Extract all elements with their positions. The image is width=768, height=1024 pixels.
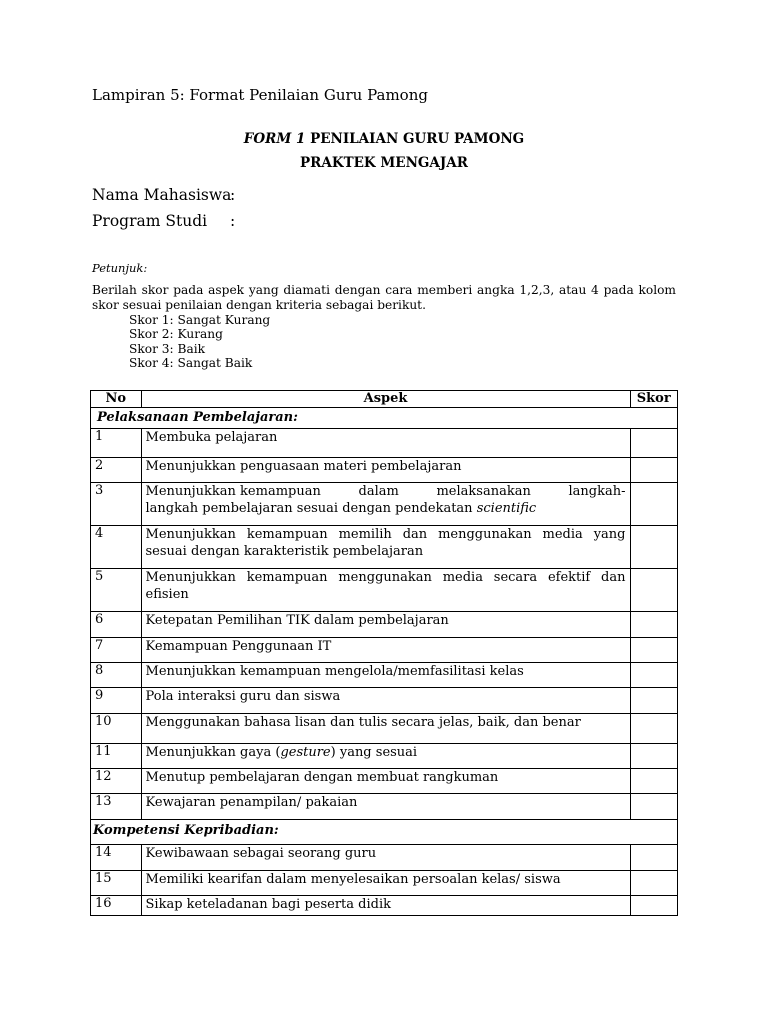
score-cell[interactable] [630,526,678,569]
table-row [91,794,678,820]
row-number: 4 [91,526,142,569]
score-cell[interactable] [630,458,678,483]
row-number: 11 [91,744,142,769]
row-number: 15 [91,871,142,896]
score-cell[interactable] [630,688,678,714]
row-aspect: Sikap keteladanan bagi peserta didik [141,896,630,916]
row-aspect: Kewibawaan sebagai seorang guru [141,845,630,871]
score-cell[interactable] [630,429,678,458]
row-aspect: Menunjukkan kemampuan mengelola/memfasilitasi kelas [141,663,630,688]
aspect-word: Menunjukkan kemampuan [145,484,321,499]
row-number: 1 [91,429,142,458]
row-aspect: Menggunakan bahasa lisan dan tulis secara jelas, baik, dan benar [141,714,630,744]
row-aspect [141,483,630,526]
row-aspect: Kemampuan Penggunaan IT [141,638,630,663]
form-subtitle: PRAKTEK MENGAJAR [299,155,468,171]
header-skor: Skor [630,391,678,408]
row-number: 2 [91,458,142,483]
score-cell[interactable] [630,769,678,794]
row-aspect-line2 [146,500,626,517]
aspect-italic: gesture [280,745,331,760]
score-cell[interactable] [630,896,678,916]
section-row [91,820,678,845]
score-cell[interactable] [630,845,678,871]
study-program-label: Program Studi [92,212,208,230]
aspect-text: ) yang sesuai [330,745,418,760]
score-cell[interactable] [630,794,678,820]
row-number: 7 [91,638,142,663]
section-pelaksanaan: Pelaksanaan Pembelajaran: [91,408,678,429]
row-aspect: Ketepatan Pemilihan TIK dalam pembelajaran [141,612,630,638]
row-number: 3 [91,483,142,526]
assessment-table [90,390,678,916]
table-row [91,688,678,714]
row-aspect [141,744,630,769]
table-row [91,714,678,744]
form-title-italic: FORM 1 [243,131,306,147]
table-row [91,896,678,916]
row-aspect: Menunjukkan penguasaan materi pembelajaran [141,458,630,483]
study-program-colon: : [230,212,236,230]
table-row [91,429,678,458]
table-row [91,744,678,769]
row-aspect: Memiliki kearifan dalam menyelesaikan persoalan kelas/ siswa [141,871,630,896]
score-criterion: Skor 4: Sangat Baik [129,355,253,370]
table-row [91,569,678,612]
table-row [91,638,678,663]
table-row [91,458,678,483]
row-number: 13 [91,794,142,820]
table-row [91,871,678,896]
section-row [91,408,678,429]
score-cell[interactable] [630,871,678,896]
study-program-field [92,212,236,230]
student-name-colon: : [230,186,236,204]
score-cell[interactable] [630,483,678,526]
table-row [91,769,678,794]
score-criterion: Skor 3: Baik [129,341,206,356]
score-cell[interactable] [630,638,678,663]
row-aspect: Menunjukkan kemampuan menggunakan media secara efektif dan efisien [141,569,630,612]
aspect-word: melaksanakan [436,484,531,499]
row-aspect: Kewajaran penampilan/ pakaian [141,794,630,820]
table-row [91,663,678,688]
row-aspect: Menunjukkan kemampuan memilih dan menggunakan media yang sesuai dengan karakteristik pembelajaran [141,526,630,569]
table-row [91,483,678,526]
table-row [91,612,678,638]
row-number: 5 [91,569,142,612]
student-name-field [92,186,236,204]
table-row [91,845,678,871]
row-number: 10 [91,714,142,744]
score-cell[interactable] [630,569,678,612]
row-number: 16 [91,896,142,916]
aspect-text: langkah pembelajaran sesuai dengan pendekatan [145,501,477,516]
instructions-heading: Petunjuk: [92,261,148,275]
aspect-word: dalam [358,484,399,499]
score-cell[interactable] [630,744,678,769]
row-aspect: Membuka pelajaran [141,429,630,458]
form-title-rest: PENILAIAN GURU PAMONG [305,131,525,147]
row-number: 6 [91,612,142,638]
aspect-italic: scientific [476,501,537,516]
header-aspek: Aspek [141,391,630,408]
header-no: No [91,391,142,408]
row-aspect: Pola interaksi guru dan siswa [141,688,630,714]
row-aspect-line1 [146,483,626,500]
table-row [91,526,678,569]
row-number: 9 [91,688,142,714]
score-cell[interactable] [630,663,678,688]
score-criterion: Skor 2: Kurang [129,327,223,342]
row-aspect: Menutup pembelajaran dengan membuat rangkuman [141,769,630,794]
aspect-word: langkah- [568,484,626,499]
aspect-text: Menunjukkan gaya ( [145,745,281,760]
section-kepribadian: Kompetensi Kepribadian: [91,820,678,845]
score-cell[interactable] [630,612,678,638]
score-cell[interactable] [630,714,678,744]
row-number: 14 [91,845,142,871]
score-criteria-list [129,313,270,370]
row-number: 8 [91,663,142,688]
student-name-label: Nama Mahasiswa [92,186,232,204]
score-criterion: Skor 1: Sangat Kurang [129,313,271,327]
table-header-row [91,391,678,408]
row-number: 12 [91,769,142,794]
appendix-title: Lampiran 5: Format Penilaian Guru Pamong [92,86,428,104]
form-title [0,131,768,147]
instructions-body: Berilah skor pada aspek yang diamati dengan cara memberi angka 1,2,3, atau 4 pada kolom skor sesuai penilaian dengan kriteria sebagai berikut. [92,283,676,312]
